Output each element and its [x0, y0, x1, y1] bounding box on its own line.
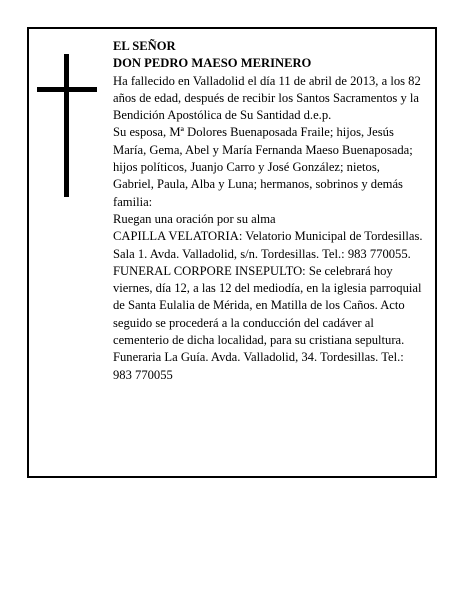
family-list: Su esposa, Mª Dolores Buenaposada Fraile; hijos, Jesús María, Gema, Abel y María Fernanda Maeso Buenaposada; hijos políticos, Juanjo Carro y José González; nietos, Gabriel, Paula, Alba y Luna; hermanos, sobrinos y demás familia:	[113, 125, 413, 209]
funeral-home-info: Funeraria La Guía. Avda. Valladolid, 34. Tordesillas. Tel.: 983 770055	[113, 350, 404, 382]
cross-horizontal-bar	[37, 87, 97, 92]
cross-vertical-bar	[64, 54, 69, 197]
funeral-info: FUNERAL CORPORE INSEPULTO: Se celebrará hoy viernes, día 12, a las 12 del mediodía, en la iglesia parroquial de Santa Eulalia de Mérida, en Matilla de los Caños. Acto seguido se procederá a la conducción del cadáver al cementerio de dicha localidad, para su cristiana sepultura.	[113, 263, 422, 348]
obituary-text	[113, 38, 423, 384]
prayer-request: Ruegan una oración por su alma	[113, 211, 276, 226]
deceased-name: DON PEDRO MAESO MERINERO	[113, 56, 312, 71]
obituary-title: EL SEÑOR	[113, 39, 176, 53]
chapel-info: CAPILLA VELATORIA: Velatorio Municipal de Tordesillas. Sala 1. Avda. Valladolid, s/n. Tordesillas. Tel.: 983 770055.	[113, 229, 423, 261]
death-announcement: Ha fallecido en Valladolid el día 11 de abril de 2013, a los 82 años de edad, después de recibir los Santos Sacramentos y la Bendición Apostólica de Su Santidad d.e.p.	[113, 73, 421, 123]
